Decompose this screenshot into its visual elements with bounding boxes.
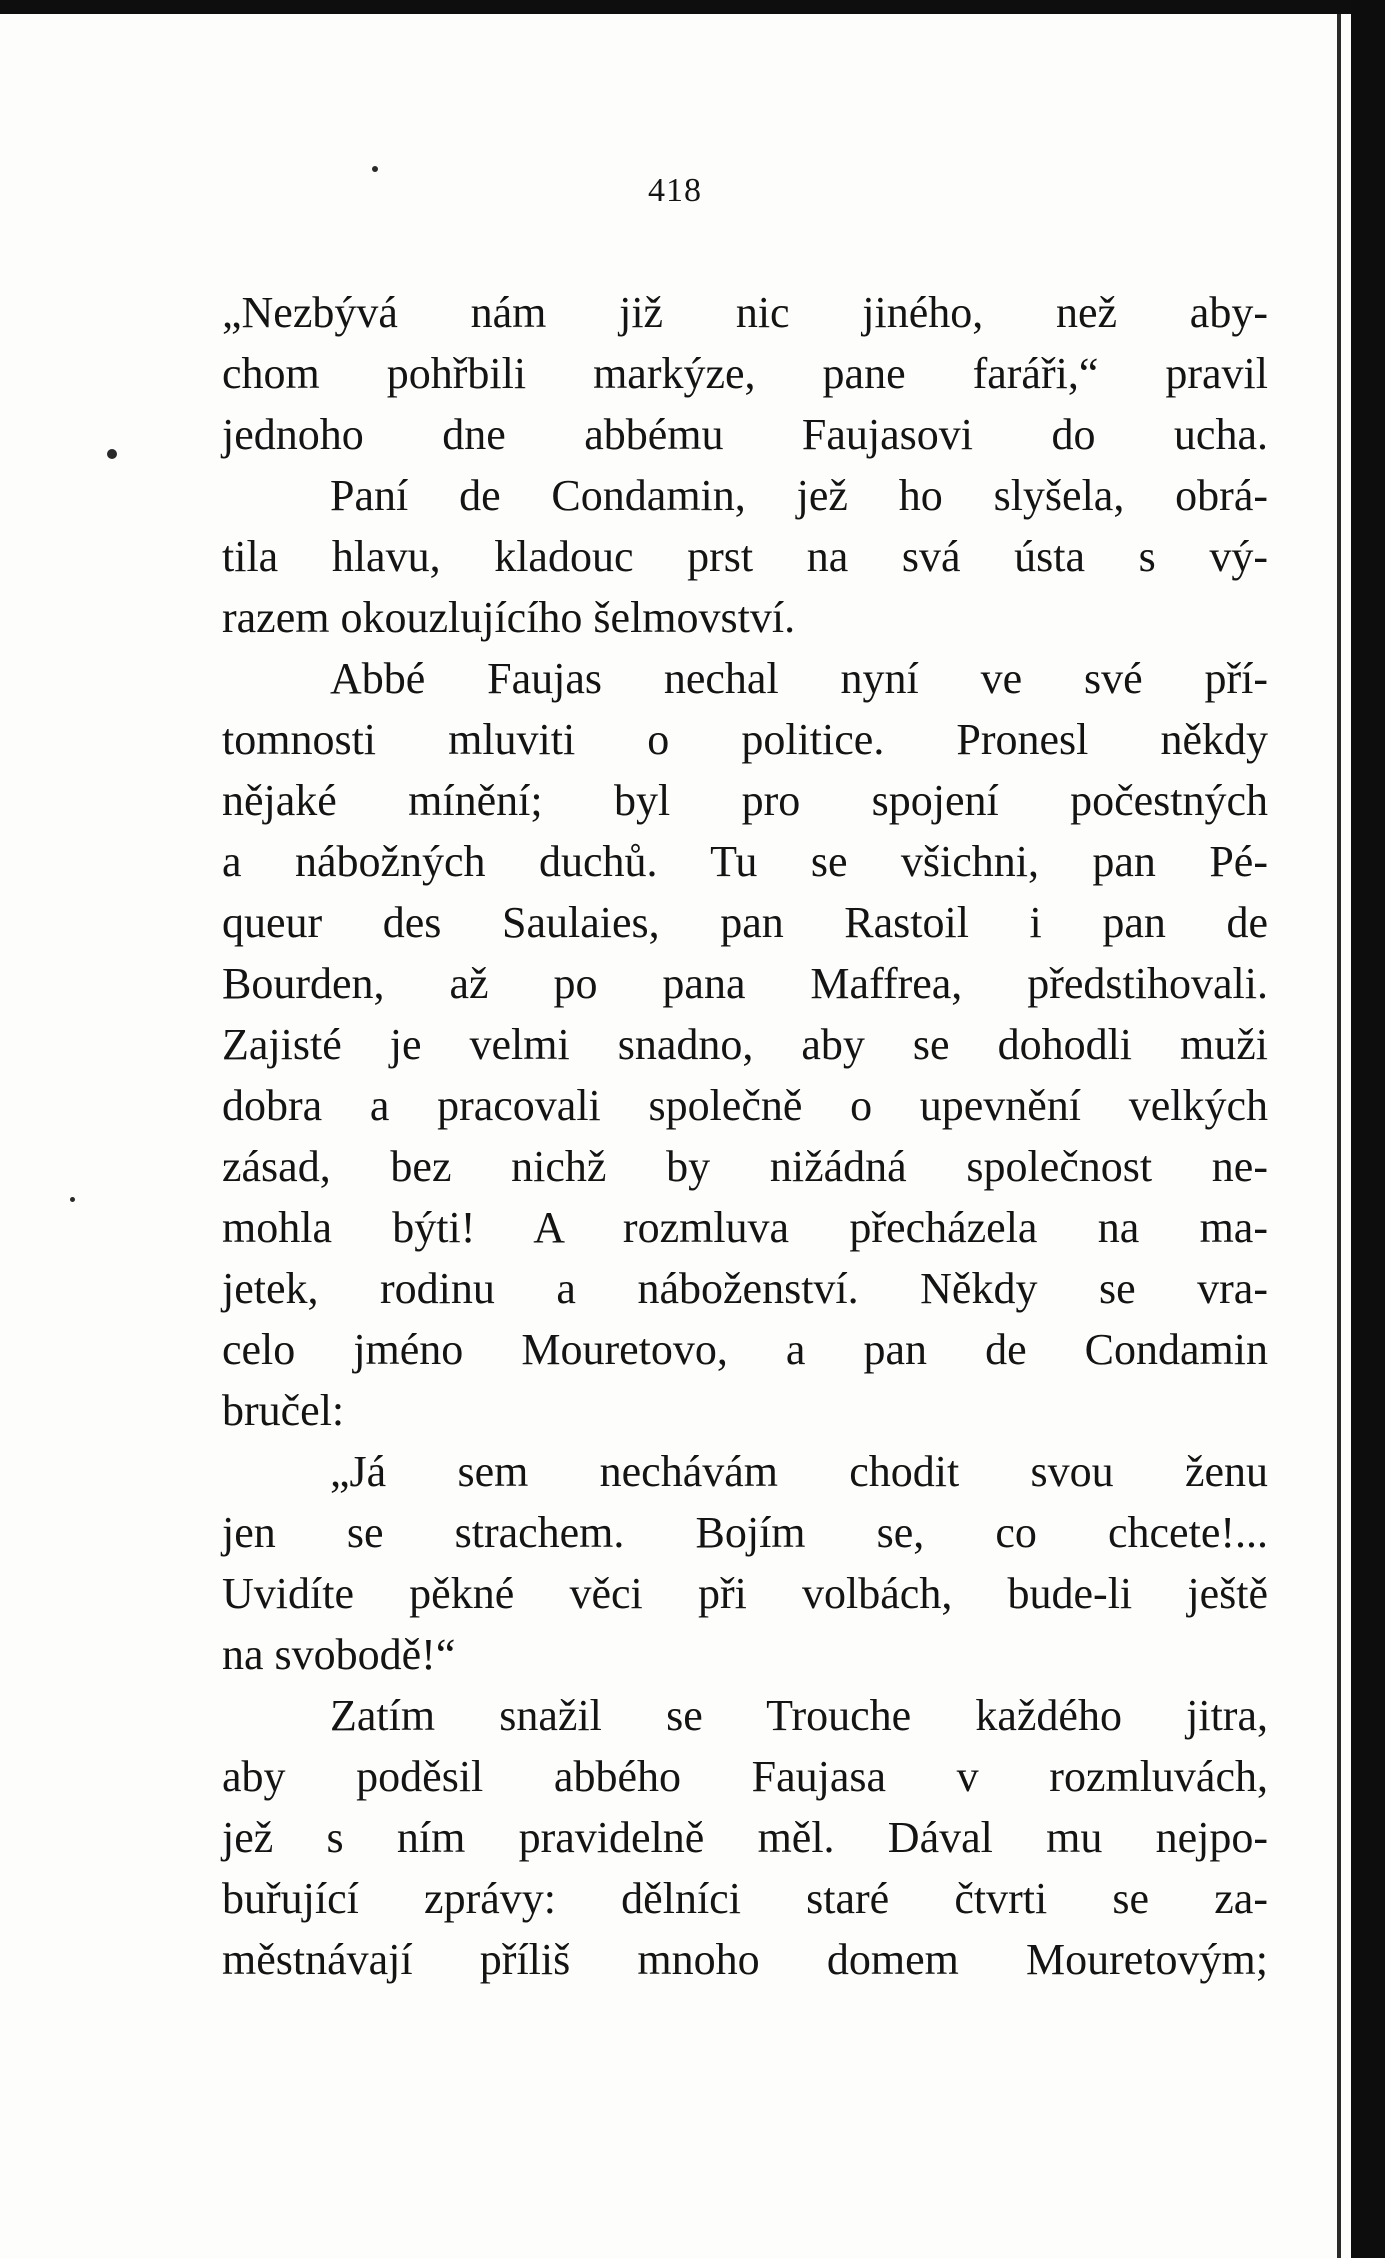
body-text: [222, 282, 1268, 1990]
print-speck: [107, 449, 117, 459]
scan-right-edge: [1351, 0, 1385, 2258]
text-line: Bourden, až po pana Maffrea, předstihovali.: [222, 959, 1268, 1008]
text-line: nějaké mínění; byl pro spojení počestných: [222, 776, 1268, 825]
text-line: městnávají příliš mnoho domem Mouretovým;: [222, 1935, 1268, 1984]
text-line: buřující zprávy: dělníci staré čtvrti se za-: [222, 1874, 1268, 1923]
text-line: razem okouzlujícího šelmovství.: [222, 593, 796, 642]
page-binding-rule: [1337, 14, 1341, 2258]
text-line: bručel:: [222, 1386, 345, 1435]
text-line: Abbé Faujas nechal nyní ve své pří-: [330, 654, 1268, 703]
text-line: na svobodě!“: [222, 1630, 456, 1679]
text-line: Zatím snažil se Trouche každého jitra,: [330, 1691, 1268, 1740]
text-line: „Nezbývá nám již nic jiného, než aby-: [222, 288, 1268, 337]
text-line: „Já sem nechávám chodit svou ženu: [330, 1447, 1268, 1496]
text-line: dobra a pracovali společně o upevnění velkých: [222, 1081, 1268, 1130]
text-line: a nábožných duchů. Tu se všichni, pan Pé-: [222, 837, 1268, 886]
text-line: celo jméno Mouretovo, a pan de Condamin: [222, 1325, 1268, 1374]
text-line: Uvidíte pěkné věci při volbách, bude-li ještě: [222, 1569, 1268, 1618]
scan-top-edge: [0, 0, 1385, 14]
print-speck: [70, 1197, 75, 1202]
text-line: Paní de Condamin, jež ho slyšela, obrá-: [330, 471, 1268, 520]
text-line: jen se strachem. Bojím se, co chcete!...: [222, 1508, 1268, 1557]
text-line: jež s ním pravidelně měl. Dával mu nejpo-: [222, 1813, 1268, 1862]
text-line: zásad, bez nichž by nižádná společnost ne-: [222, 1142, 1268, 1191]
text-line: mohla býti! A rozmluva přecházela na ma-: [222, 1203, 1268, 1252]
text-line: queur des Saulaies, pan Rastoil i pan de: [222, 898, 1268, 947]
text-line: jetek, rodinu a náboženství. Někdy se vra-: [222, 1264, 1268, 1313]
text-line: aby poděsil abbého Faujasa v rozmluvách,: [222, 1752, 1268, 1801]
text-line: tomnosti mluviti o politice. Pronesl někdy: [222, 715, 1268, 764]
text-line: chom pohřbili markýze, pane faráři,“ pravil: [222, 349, 1268, 398]
text-line: Zajisté je velmi snadno, aby se dohodli muži: [222, 1020, 1268, 1069]
text-line: jednoho dne abbému Faujasovi do ucha.: [222, 410, 1268, 459]
page-number: 418: [648, 172, 702, 209]
text-line: tila hlavu, kladouc prst na svá ústa s vý-: [222, 532, 1268, 581]
